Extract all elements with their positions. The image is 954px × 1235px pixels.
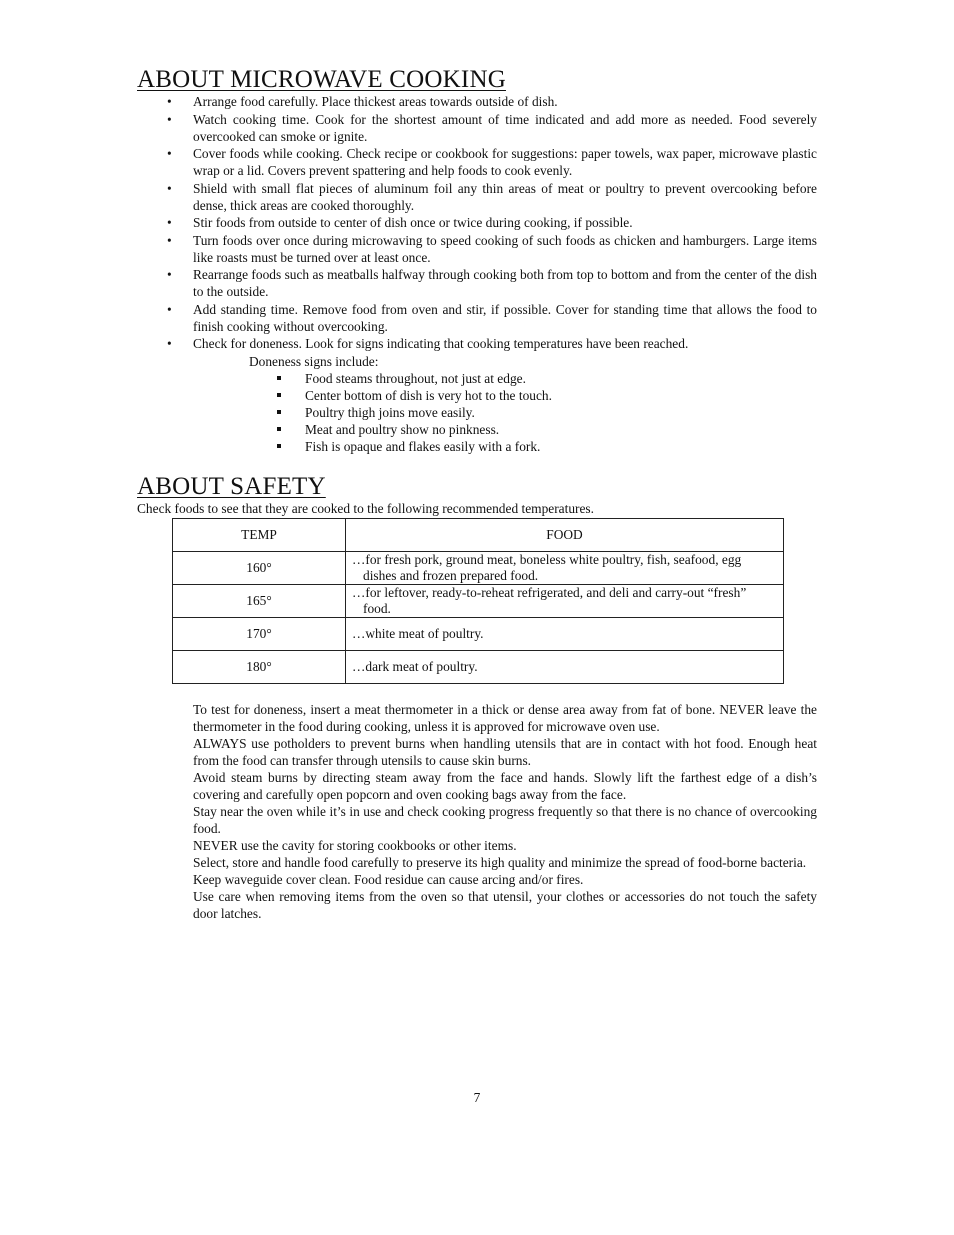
safety-paragraph: Select, store and handle food carefully to preserve its high quality and minimize the spread of food-borne bacteria.	[193, 855, 807, 870]
temperature-intro: Check foods to see that they are cooked to the following recommended temperatures.	[137, 501, 594, 516]
list-item: • Check for doneness. Look for signs indicating that cooking temperatures have been reached.	[137, 335, 817, 352]
list-item: Fish is opaque and flakes easily with a fork.	[305, 438, 817, 455]
column-header-temp: TEMP	[173, 519, 346, 552]
temp-cell: 180°	[173, 651, 346, 684]
list-item: • Shield with small flat pieces of aluminum foil any thin areas of meat or poultry to prevent overcooking before dense, thick areas are cooked thoroughly.	[137, 180, 817, 214]
column-header-food: FOOD	[346, 519, 784, 552]
list-item: Meat and poultry show no pinkness.	[305, 421, 817, 438]
table-header-row	[173, 519, 784, 552]
list-item: • Arrange food carefully. Place thickest areas towards outside of dish.	[137, 93, 817, 110]
safety-paragraph: Use care when removing items from the oven so that utensil, your clothes or accessories do not touch the safety door latches.	[193, 889, 817, 921]
food-text: …for leftover, ready-to-reheat refrigerated, and deli and carry-out “fresh” food.	[352, 585, 747, 616]
food-cell	[346, 585, 784, 618]
food-text: …white meat of poultry.	[352, 626, 484, 641]
safety-paragraphs	[193, 701, 817, 922]
list-item: • Add standing time. Remove food from oven and stir, if possible. Cover for standing time that allows the food to finish cooking without overcooking.	[137, 301, 817, 335]
table-row	[173, 552, 784, 585]
food-cell	[346, 552, 784, 585]
microwave-cooking-tips	[137, 93, 817, 455]
safety-paragraph: To test for doneness, insert a meat thermometer in a thick or dense area away from fat of bone. NEVER leave the thermometer in the food during cooking, unless it is approved for microwave oven use.	[193, 702, 817, 734]
table-row	[173, 618, 784, 651]
list-item: Center bottom of dish is very hot to the touch.	[305, 387, 817, 404]
food-cell	[346, 618, 784, 651]
food-text: …dark meat of poultry.	[352, 659, 478, 674]
safety-paragraph: Keep waveguide cover clean. Food residue can cause arcing and/or fires.	[193, 872, 584, 887]
list-item: • Stir foods from outside to center of dish once or twice during cooking, if possible.	[137, 214, 817, 231]
safety-paragraph: ALWAYS use potholders to prevent burns when handling utensils that are in contact with hot food. Enough heat from the food can transfer through utensils to cause skin burns.	[193, 736, 817, 768]
temp-cell: 170°	[173, 618, 346, 651]
table-row	[173, 651, 784, 684]
safety-paragraph: NEVER use the cavity for storing cookbooks or other items.	[193, 838, 517, 853]
temperature-table	[172, 518, 784, 684]
list-item: • Watch cooking time. Cook for the shortest amount of time indicated and add more as needed. Food severely overcooked can smoke or ignite.	[137, 111, 817, 145]
doneness-signs-list	[137, 370, 817, 455]
section-heading-safety: ABOUT SAFETY	[137, 473, 326, 500]
table-row	[173, 585, 784, 618]
list-item: Poultry thigh joins move easily.	[305, 404, 817, 421]
page-number: 7	[473, 1090, 481, 1105]
doneness-label: Doneness signs include:	[249, 353, 379, 369]
list-item: • Rearrange foods such as meatballs halfway through cooking both from top to bottom and from the center of the dish to the outside.	[137, 266, 817, 300]
list-item: • Turn foods over once during microwaving to speed cooking of such foods as chicken and hamburgers. Large items like roasts must be turned over at least once.	[137, 232, 817, 266]
section-heading-microwave-cooking: ABOUT MICROWAVE COOKING	[137, 66, 506, 93]
temp-cell: 160°	[173, 552, 346, 585]
food-cell	[346, 651, 784, 684]
temp-cell: 165°	[173, 585, 346, 618]
food-text: …for fresh pork, ground meat, boneless white poultry, fish, seafood, egg dishes and frozen prepared food.	[352, 552, 742, 583]
list-item: Food steams throughout, not just at edge.	[305, 370, 817, 387]
list-item: • Cover foods while cooking. Check recipe or cookbook for suggestions: paper towels, wax paper, microwave plastic wrap or a lid. Covers prevent spattering and help foods to cook evenly.	[137, 145, 817, 179]
safety-paragraph: Stay near the oven while it’s in use and check cooking progress frequently so that there is no chance of overcooking food.	[193, 804, 817, 836]
safety-paragraph: Avoid steam burns by directing steam away from the face and hands. Slowly lift the farthest edge of a dish’s covering and carefully open popcorn and oven cooking bags away from the face.	[193, 770, 817, 802]
